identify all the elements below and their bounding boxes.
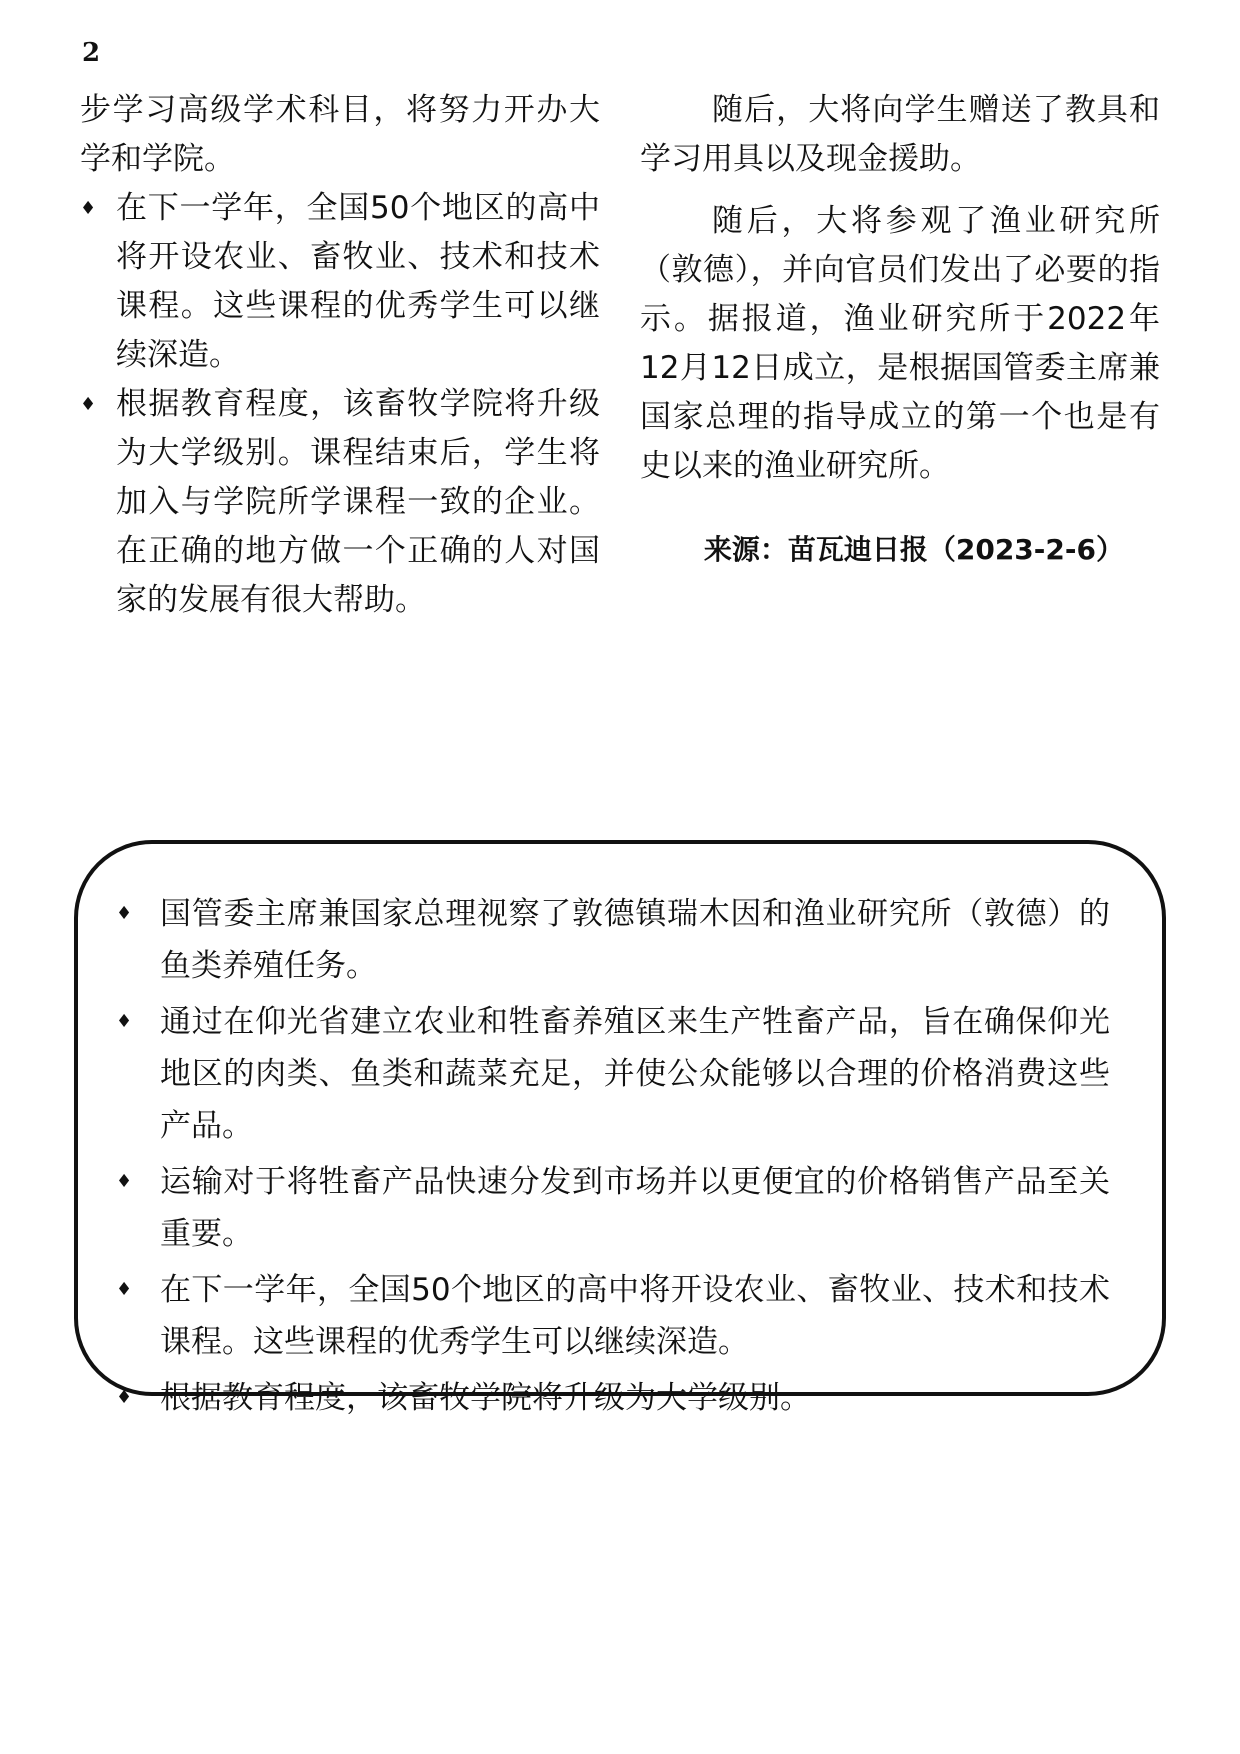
summary-item bbox=[110, 1372, 1110, 1424]
summary-item-text: 运输对于将牲畜产品快速分发到市场并以更便宜的价格销售产品至关重要。 bbox=[160, 1164, 1110, 1252]
summary-item-text: 在下一学年，全国50个地区的高中将开设农业、畜牧业、技术和技术课程。这些课程的优秀学生可以继续深造。 bbox=[160, 1272, 1110, 1360]
summary-item bbox=[110, 1264, 1110, 1368]
list-item-text: 根据教育程度，该畜牧学院将升级为大学级别。课程结束后，学生将加入与学院所学课程一致的企业。在正确的地方做一个正确的人对国家的发展有很大帮助。 bbox=[116, 386, 600, 618]
continuation-paragraph: 步学习高级学术科目，将努力开办大学和学院。 bbox=[80, 92, 600, 177]
summary-item-text: 通过在仰光省建立农业和牲畜养殖区来生产牲畜产品，旨在确保仰光地区的肉类、鱼类和蔬菜充足，并使公众能够以合理的价格消费这些产品。 bbox=[160, 1004, 1110, 1144]
summary-item bbox=[110, 888, 1110, 992]
summary-item-text: 国管委主席兼国家总理视察了敦德镇瑞木因和渔业研究所（敦德）的鱼类养殖任务。 bbox=[160, 896, 1110, 984]
diamond-bullet-icon: ♦ bbox=[116, 1171, 133, 1192]
diamond-bullet-icon: ♦ bbox=[80, 394, 97, 415]
summary-item bbox=[110, 1156, 1110, 1260]
summary-item bbox=[110, 996, 1110, 1152]
diamond-bullet-icon: ♦ bbox=[116, 903, 133, 924]
diamond-bullet-icon: ♦ bbox=[116, 1279, 133, 1300]
left-column bbox=[80, 86, 600, 625]
right-column bbox=[640, 86, 1160, 574]
summary-item-text: 根据教育程度，该畜牧学院将升级为大学级别。 bbox=[160, 1380, 811, 1416]
diamond-bullet-icon: ♦ bbox=[116, 1011, 133, 1032]
summary-box bbox=[74, 840, 1166, 1416]
page-number: 2 bbox=[82, 38, 101, 68]
list-item bbox=[80, 184, 600, 380]
article-paragraph: 随后，大将参观了渔业研究所（敦德），并向官员们发出了必要的指示。据报道，渔业研究所于2022年12月12日成立，是根据国管委主席兼国家总理的指导成立的第一个也是有史以来的渔业研究所。 bbox=[640, 203, 1160, 484]
article-paragraph: 随后，大将向学生赠送了教具和学习用具以及现金援助。 bbox=[640, 92, 1160, 177]
source-citation: 来源：苗瓦迪日报（2023-2-6） bbox=[703, 533, 1124, 566]
list-item-text: 在下一学年，全国50个地区的高中将开设农业、畜牧业、技术和技术课程。这些课程的优秀学生可以继续深造。 bbox=[116, 190, 600, 373]
list-item bbox=[80, 380, 600, 625]
diamond-bullet-icon: ♦ bbox=[116, 1387, 133, 1408]
diamond-bullet-icon: ♦ bbox=[80, 198, 97, 219]
